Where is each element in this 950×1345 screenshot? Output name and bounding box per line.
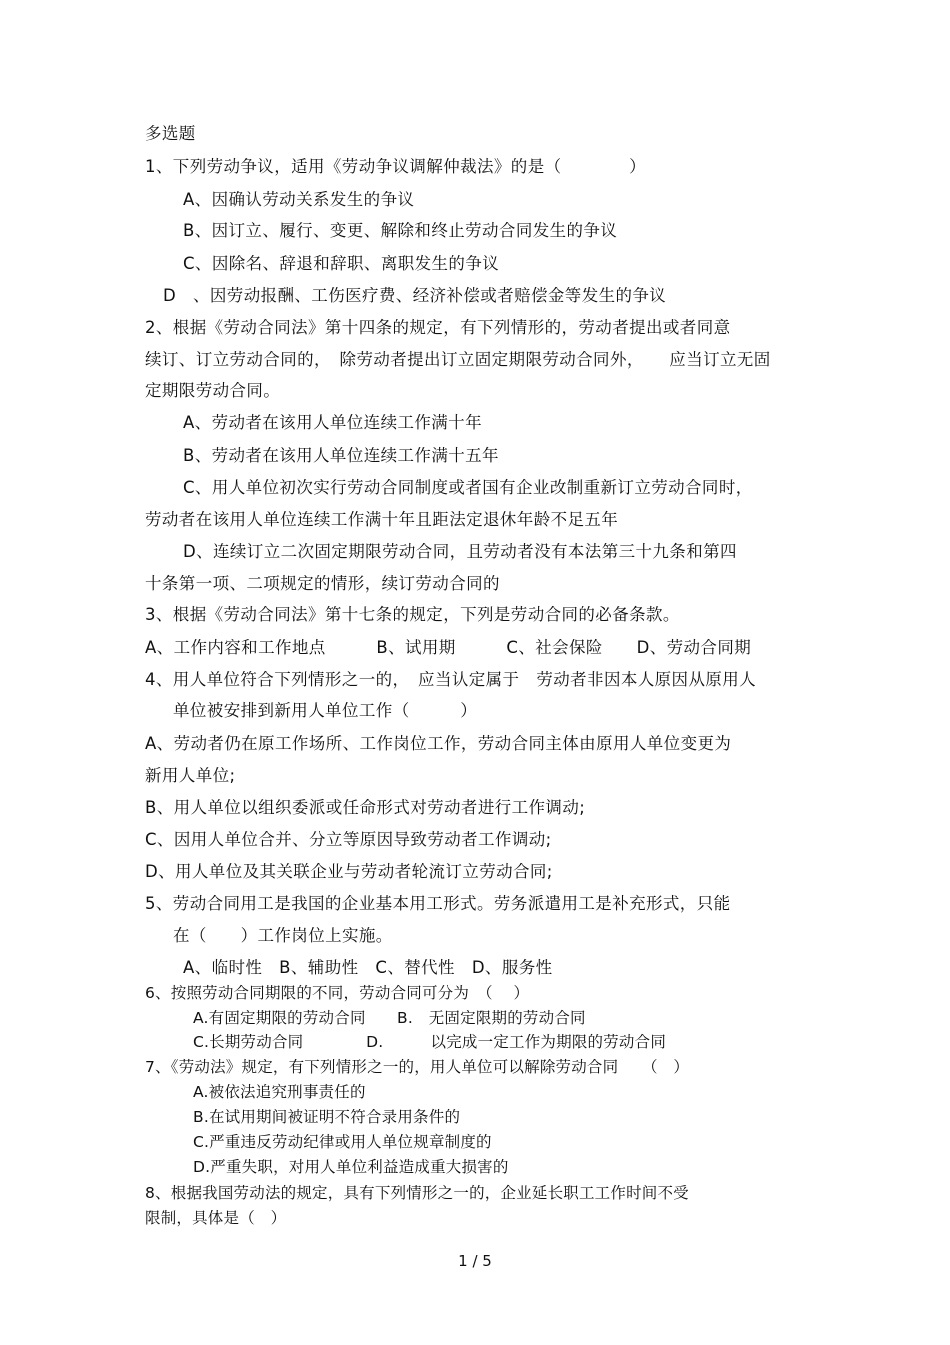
q4-option-a-line1: A、劳动者仍在原工作场所、工作岗位工作，劳动合同主体由原用人单位变更为 — [145, 734, 732, 753]
q7-option-a: A.被依法追究刑事责任的 — [193, 1083, 366, 1101]
q4-option-b: B、用人单位以组织委派或任命形式对劳动者进行工作调动; — [145, 798, 586, 817]
q3-options: A、工作内容和工作地点 B、试用期 C、社会保险 D、劳动合同期 — [145, 638, 752, 657]
q4-stem-line1: 4、用人单位符合下列情形之一的， 应当认定属于 劳动者非因本人原因从原用人 — [145, 670, 757, 689]
q8-stem-line1: 8、根据我国劳动法的规定，具有下列情形之一的，企业延长职工工作时间不受 — [145, 1184, 689, 1202]
q8-stem-line2: 限制，具体是（ ） — [145, 1209, 287, 1227]
q2-option-c-line1: C、用人单位初次实行劳动合同制度或者国有企业改制重新订立劳动合同时， — [183, 478, 753, 497]
q4-option-d: D、用人单位及其关联企业与劳动者轮流订立劳动合同; — [145, 862, 553, 881]
q7-option-d: D.严重失职，对用人单位利益造成重大损害的 — [193, 1158, 509, 1176]
q6-options-cd: C.长期劳动合同 D. 以完成一定工作为期限的劳动合同 — [193, 1033, 667, 1051]
q4-option-a-line2: 新用人单位; — [145, 766, 236, 785]
q5-options: A、临时性 B、辅助性 C、替代性 D、服务性 — [183, 958, 553, 977]
q2-stem-line2: 续订、订立劳动合同的， 除劳动者提出订立固定期限劳动合同外， 应当订立无固 — [145, 350, 771, 369]
q7-stem: 7、《劳动法》规定，有下列情形之一的，用人单位可以解除劳动合同 （ ） — [145, 1058, 690, 1076]
q6-stem: 6、按照劳动合同期限的不同，劳动合同可分为 （ ） — [145, 984, 530, 1002]
q5-stem-line2: 在（ ）工作岗位上实施。 — [173, 926, 393, 945]
q4-stem-line2: 单位被安排到新用人单位工作（ ） — [173, 701, 478, 720]
q2-option-a: A、劳动者在该用人单位连续工作满十年 — [183, 413, 482, 432]
q6-options-ab: A.有固定期限的劳动合同 B. 无固定限期的劳动合同 — [193, 1009, 586, 1027]
q1-option-b: B、因订立、履行、变更、解除和终止劳动合同发生的争议 — [183, 221, 618, 240]
q7-option-c: C.严重违反劳动纪律或用人单位规章制度的 — [193, 1133, 492, 1151]
q1-option-a: A、因确认劳动关系发生的争议 — [183, 190, 415, 209]
q2-stem-line1: 2、根据《劳动合同法》第十四条的规定，有下列情形的，劳动者提出或者同意 — [145, 318, 731, 337]
page-number: 1 / 5 — [458, 1252, 492, 1270]
q5-stem-line1: 5、劳动合同用工是我国的企业基本用工形式。劳务派遣用工是补充形式，只能 — [145, 894, 731, 913]
q2-option-d-line1: D、连续订立二次固定期限劳动合同，且劳动者没有本法第三十九条和第四 — [183, 542, 737, 561]
q1-stem: 1、下列劳动争议，适用《劳动争议调解仲裁法》的是（ ） — [145, 157, 646, 176]
q2-option-c-line2: 劳动者在该用人单位连续工作满十年且距法定退休年龄不足五年 — [145, 510, 619, 529]
q7-option-b: B.在试用期间被证明不符合录用条件的 — [193, 1108, 461, 1126]
q1-option-c: C、因除名、辞退和辞职、离职发生的争议 — [183, 254, 500, 273]
q2-option-b: B、劳动者在该用人单位连续工作满十五年 — [183, 446, 499, 465]
q4-option-c: C、因用人单位合并、分立等原因导致劳动者工作调动; — [145, 830, 552, 849]
q1-option-d: D 、因劳动报酬、工伤医疗费、经济补偿或者赔偿金等发生的争议 — [163, 286, 667, 305]
q2-option-d-line2: 十条第一项、二项规定的情形，续订劳动合同的 — [145, 574, 500, 593]
q2-stem-line3: 定期限劳动合同。 — [145, 381, 281, 400]
section-heading: 多选题 — [145, 124, 196, 143]
q3-stem: 3、根据《劳动合同法》第十七条的规定，下列是劳动合同的必备条款。 — [145, 605, 680, 624]
